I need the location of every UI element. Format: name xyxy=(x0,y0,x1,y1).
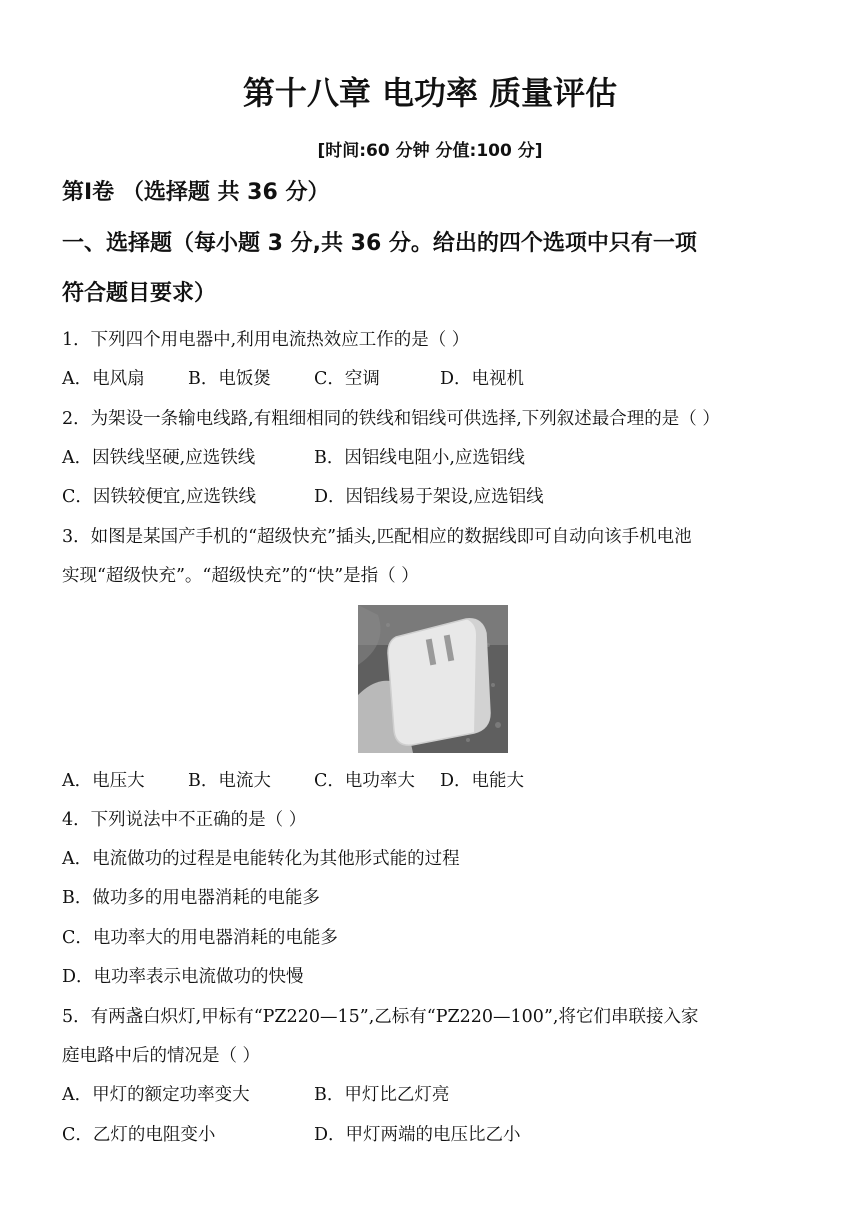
option-b: B．电流大 xyxy=(188,771,271,791)
question-3-stem-line1: 3．如图是某国产手机的“超级快充”插头,匹配相应的数据线即可自动向该手机电池 xyxy=(62,527,692,547)
option-b: B．因铝线电阻小,应选铝线 xyxy=(314,448,525,468)
option-d: D．电视机 xyxy=(440,369,525,389)
option-a: A．电风扇 xyxy=(62,369,145,389)
exam-meta: [时间:60 分钟 分值:100 分] xyxy=(317,141,543,161)
section-heading-line2: 符合题目要求） xyxy=(62,281,217,306)
option-c: C．乙灯的电阻变小 xyxy=(62,1125,216,1145)
option-d: D．因铝线易于架设,应选铝线 xyxy=(314,487,544,507)
option-d: D．甲灯两端的电压比乙小 xyxy=(314,1125,521,1145)
option-d: D．电能大 xyxy=(440,771,525,791)
page-title: 第十八章 电功率 质量评估 xyxy=(242,74,618,112)
charger-photo xyxy=(358,605,508,753)
option-a: A．电压大 xyxy=(62,771,145,791)
option-c: C．空调 xyxy=(314,369,380,389)
part-heading: 第Ⅰ卷 （选择题 共 36 分） xyxy=(62,180,330,205)
option-a: A．电流做功的过程是电能转化为其他形式能的过程 xyxy=(62,849,460,869)
section-heading-line1: 一、选择题（每小题 3 分,共 36 分。给出的四个选项中只有一项 xyxy=(62,231,697,256)
question-5-stem-line2: 庭电路中后的情况是（ ） xyxy=(62,1046,261,1066)
option-d: D．电功率表示电流做功的快慢 xyxy=(62,967,304,987)
option-a: A．甲灯的额定功率变大 xyxy=(62,1085,250,1105)
option-c: C．电功率大的用电器消耗的电能多 xyxy=(62,928,338,948)
question-3-stem-line2: 实现“超级快充”。“超级快充”的“快”是指（ ） xyxy=(62,566,419,586)
question-1-stem: 1．下列四个用电器中,利用电流热效应工作的是（ ） xyxy=(62,330,470,350)
question-2-stem: 2．为架设一条输电线路,有粗细相同的铁线和铝线可供选择,下列叙述最合理的是（ ） xyxy=(62,409,720,429)
option-c: C．电功率大 xyxy=(314,771,415,791)
question-4-stem: 4．下列说法中不正确的是（ ） xyxy=(62,810,307,830)
option-b: B．甲灯比乙灯亮 xyxy=(314,1085,450,1105)
option-b: B．电饭煲 xyxy=(188,369,271,389)
option-c: C．因铁较便宜,应选铁线 xyxy=(62,487,256,507)
question-5-stem-line1: 5．有两盏白炽灯,甲标有“PZ220—15”,乙标有“PZ220—100”,将它们串联接入家 xyxy=(62,1007,699,1027)
option-b: B．做功多的用电器消耗的电能多 xyxy=(62,888,320,908)
option-a: A．因铁线坚硬,应选铁线 xyxy=(62,448,256,468)
